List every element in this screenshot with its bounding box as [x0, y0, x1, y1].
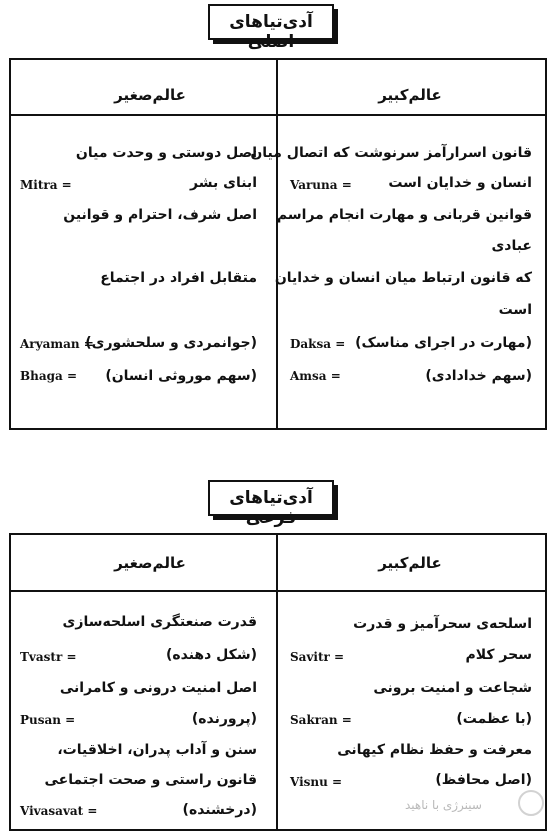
secondary-micro-line: قدرت صنعتگری اسلحه‌سازی [62, 614, 257, 630]
primary-macro-line: قوانین قربانی و مهارت انجام مراسم [276, 207, 532, 223]
primary-title [208, 4, 334, 52]
secondary-macro-line: معرفت و حفظ نظام کیهانی [337, 742, 532, 758]
secondary-macro-name: Savitr = [290, 650, 345, 664]
secondary-micro-line: (درخشنده) [182, 802, 257, 818]
secondary-micro-name: Pusan = [20, 713, 76, 727]
primary-macro-line: که قانون ارتباط میان انسان و خدایان [274, 270, 532, 286]
primary-micro-name: Bhaga = [20, 369, 78, 383]
secondary-macro-line: (اصل محافظ) [435, 772, 532, 788]
watermark-logo-icon [518, 790, 544, 816]
primary-macro-line: است [498, 302, 532, 318]
primary-macro-line: عبادی [491, 238, 532, 254]
secondary-micro-line: (پرورنده) [191, 711, 257, 727]
secondary-macro-line: سحر کلام [465, 647, 532, 663]
secondary-micro-name: Tvastr = [20, 650, 77, 664]
primary-macro-line: (سهم خدادادی) [425, 368, 532, 384]
primary-micro-line: ابنای بشر [190, 175, 257, 191]
secondary-micro-line: (شکل دهنده) [165, 647, 257, 663]
secondary-macro-name: Visnu = [290, 775, 343, 789]
secondary-title [208, 480, 334, 528]
secondary-micro-line: اصل امنیت درونی و کامرانی [59, 680, 257, 696]
secondary-macro-line: (با عظمت) [456, 711, 532, 727]
secondary-micro-header: عالم‌صغیر [114, 554, 186, 572]
primary-macro-line: (مهارت در اجرای مناسک) [355, 335, 532, 351]
secondary-micro-name: Vivasavat = [20, 804, 98, 818]
primary-micro-name: Mitra = [20, 178, 72, 192]
primary-micro-line: اصل شرف، احترام و قوانین [63, 207, 257, 223]
primary-micro-header: عالم‌صغیر [114, 86, 186, 104]
secondary-macro-line: شجاعت و امنیت برونی [373, 680, 532, 696]
primary-micro-line: (سهم موروثی انسان) [105, 368, 257, 384]
primary-macro-line: انسان و خدایان است [388, 175, 532, 191]
primary-macro-line: قانون اسرارآمز سرنوشت که اتصال میان [250, 145, 532, 161]
watermark-text: سینرژی با ناهید [405, 798, 482, 812]
primary-micro-line: متقابل افراد در اجتماع [100, 270, 257, 286]
primary-title-text: آدی‌تیاهای اصلی [229, 12, 313, 52]
primary-micro-line: اصل دوستی و وحدت میان [75, 145, 257, 161]
primary-macro-name: Daksa = [290, 337, 346, 351]
primary-macro-header: عالم‌کبیر [378, 86, 442, 104]
secondary-header-divider [11, 590, 545, 592]
secondary-column-divider [276, 535, 278, 829]
secondary-title-text: آدی‌تیاهای فرعی [229, 488, 313, 528]
primary-header-divider [11, 114, 545, 116]
secondary-macro-header: عالم‌کبیر [378, 554, 442, 572]
secondary-macro-name: Sakran = [290, 713, 352, 727]
secondary-micro-line: قانون راستی و صحت اجتماعی [44, 772, 257, 788]
secondary-macro-line: اسلحه‌ی سحرآمیز و قدرت [353, 616, 532, 632]
primary-macro-name: Varuna = [290, 178, 352, 192]
primary-micro-name: Aryaman = [20, 337, 94, 351]
secondary-micro-line: سنن و آداب پدران، اخلاقیات، [57, 742, 257, 758]
primary-micro-line: (جوانمردی و سلحشوری) [85, 335, 257, 351]
primary-macro-name: Amsa = [290, 369, 341, 383]
